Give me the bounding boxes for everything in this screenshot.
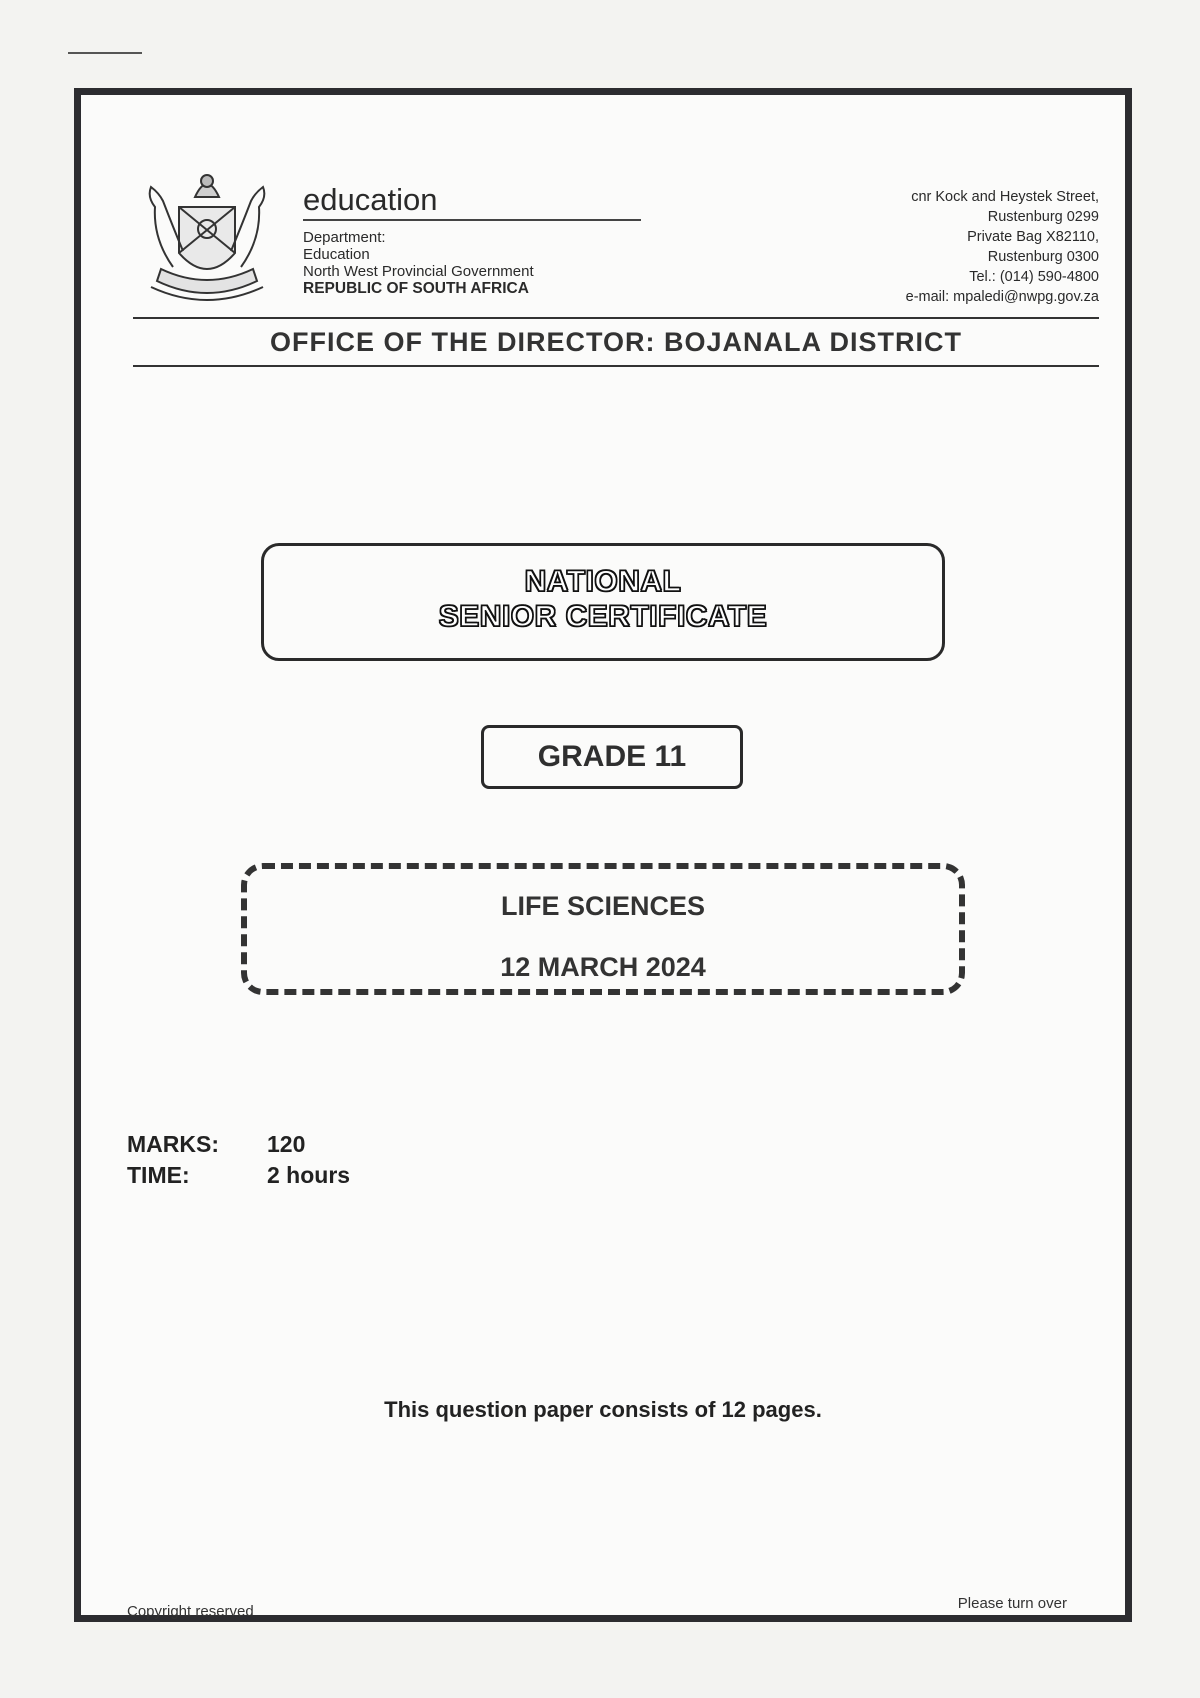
department-name: education [303, 183, 641, 221]
subject-box [241, 863, 965, 995]
certificate-line-2: SENIOR CERTIFICATE [438, 600, 768, 633]
time-value: 2 hours [267, 1162, 351, 1188]
address-line: Rustenburg 0299 [987, 209, 1099, 225]
exam-date: 12 MARCH 2024 [500, 952, 706, 982]
certificate-box [261, 543, 945, 661]
coat-of-arms-icon [133, 167, 281, 313]
marks-label: MARKS: [127, 1131, 219, 1157]
time-label: TIME: [127, 1162, 190, 1188]
certificate-line-1: NATIONAL [524, 565, 682, 598]
email-line: e-mail: mpaledi@nwpg.gov.za [905, 289, 1099, 305]
address-line: Rustenburg 0300 [987, 249, 1099, 265]
address-line: cnr Kock and Heystek Street, [911, 189, 1099, 205]
department-line: Department: [303, 229, 386, 246]
department-block [303, 183, 641, 297]
address-block [906, 187, 1099, 307]
grade-box: GRADE 11 [481, 725, 743, 789]
subject-name: LIFE SCIENCES [500, 891, 706, 921]
office-title: OFFICE OF THE DIRECTOR: BOJANALA DISTRICT [270, 327, 962, 357]
scan-edge-mark [68, 52, 142, 54]
telephone-line: Tel.: (014) 590-4800 [969, 269, 1099, 285]
exam-cover-page [74, 88, 1132, 1622]
header-divider-top [133, 317, 1099, 319]
country-name: REPUBLIC OF SOUTH AFRICA [303, 280, 529, 297]
address-line: Private Bag X82110, [967, 229, 1099, 245]
exam-info [127, 1131, 350, 1189]
page-count-note: This question paper consists of 12 pages. [384, 1397, 822, 1422]
marks-value: 120 [267, 1131, 306, 1157]
header-divider-bottom [133, 365, 1099, 367]
department-line: North West Provincial Government [303, 263, 534, 280]
turn-over-note: Please turn over [957, 1595, 1067, 1612]
department-line: Education [303, 246, 370, 263]
copyright-notice: Copyright reserved [127, 1603, 254, 1620]
